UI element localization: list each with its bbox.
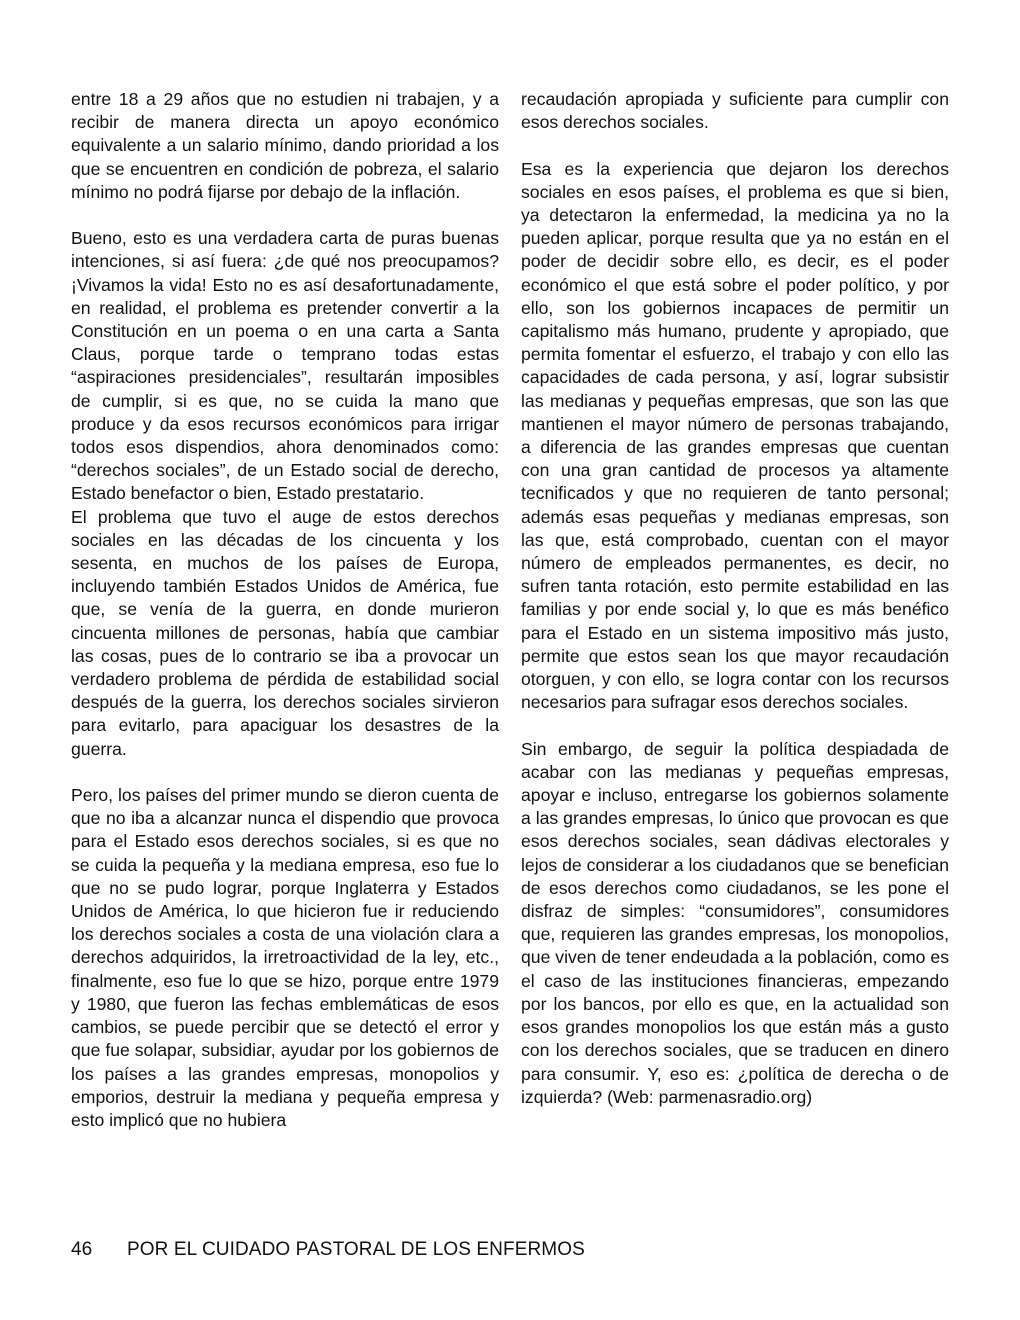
paragraph: Bueno, esto es una verdadera carta de puras buenas intenciones, si así fuera: ¿de qué nos preocupamos? ¡Vivamos la vida! Esto no es así desafortunadamente, en realidad, el problema es pretender convertir a la Constitución en un poema o en una carta a Santa Claus, porque tarde o temprano todas estas “aspiraciones presidenciales”, resultarán imposibles de cumplir, si es que, no se cuida la mano que produce y da esos recursos económicos para irrigar todos esos dispendios, ahora denominados como: “derechos sociales”, de un Estado social de derecho, Estado benefactor o bien, Estado prestatario. (71, 228, 499, 504)
page-footer (71, 1238, 585, 1262)
paragraph: recaudación apropiada y suficiente para cumplir con esos derechos sociales. (521, 89, 949, 133)
left-column (71, 88, 499, 1132)
paragraph: Sin embargo, de seguir la política despiadada de acabar con las medianas y pequeñas empresas, apoyar e incluso, entregarse los gobiernos solamente a las grandes empresas, lo único que provocan es que esos derechos sociales, sean dádivas electorales y lejos de considerar a los ciudadanos que se benefician de esos derechos como ciudadanos, se les pone el disfraz de simples: “consumidores”, consumidores que, requieren las grandes empresas, los monopolios, que viven de tener endeudada a la población, como es el caso de las instituciones financieras, empezando por los bancos, por ello es que, en la actualidad son esos grandes monopolios los que están más a gusto con los derechos sociales, que se traducen en dinero para consumir. Y, eso es: ¿política de derecha o de izquierda? (Web: parmenasradio.org) (521, 738, 949, 1107)
paragraph: Pero, los países del primer mundo se dieron cuenta de que no iba a alcanzar nunca el dispendio que provoca para el Estado esos derechos sociales, si es que no se cuida la pequeña y la mediana empresa, eso fue lo que no se pudo lograr, porque Inglaterra y Estados Unidos de América, lo que hicieron fue ir reduciendo los derechos sociales a costa de una violación clara a derechos adquiridos, la irretroactividad de la ley, etc., finalmente, eso fue lo que se hizo, porque entre 1979 y 1980, que fueron las fechas emblemáticas de esos cambios, se puede percibir que se detectó el error y que fue solapar, subsidiar, ayudar por los gobiernos de los países a las grandes empresas, monopolios y emporios, destruir la mediana y pequeña empresa y esto implicó que no hubiera (71, 785, 499, 1130)
paragraph: Esa es la experiencia que dejaron los derechos sociales en esos países, el problema es que si bien, ya detectaron la enfermedad, la medicina ya no la pueden aplicar, porque resulta que ya no están en el poder de decidir sobre ello, es decir, es el poder económico el que está sobre el poder político, y por ello, son los gobiernos incapaces de permitir un capitalismo más humano, prudente y apropiado, que permita fomentar el esfuerzo, el trabajo y con ello las capacidades de cada persona, y así, lograr subsistir las medianas y pequeñas empresas, que son las que mantienen el mayor número de personas trabajando, a diferencia de las grandes empresas que cuentan con una gran cantidad de procesos ya altamente tecnificados y que no requieren de tanto personal; además esas pequeñas y medianas empresas, son las que, está comprobado, cuentan con el mayor número de empleados permanentes, es decir, no sufren tanta rotación, esto permite estabilidad en las familias y por ende social y, lo que es más benéfico para el Estado en un sistema impositivo más justo, permite que estos sean los que mayor recaudación otorguen, y con ello, se logra contar con los recursos necesarios para sufragar esos derechos sociales. (521, 158, 949, 713)
paragraph: entre 18 a 29 años que no estudien ni trabajen, y a recibir de manera directa un apoyo económico equivalente a un salario mínimo, dando prioridad a los que se encuentren en condición de pobreza, el salario mínimo no podrá fijarse por debajo de la inflación. (71, 89, 499, 202)
right-column (521, 88, 949, 1109)
paragraph: El problema que tuvo el auge de estos derechos sociales en las décadas de los cincuenta y los sesenta, en muchos de los países de Europa, incluyendo también Estados Unidos de América, fue que, se venía de la guerra, en donde murieron cincuenta millones de personas, había que cambiar las cosas, pues de lo contrario se iba a provocar un verdadero problema de pérdida de estabilidad social después de la guerra, los derechos sociales sirvieron para evitarlo, para apaciguar los desastres de la guerra. (71, 506, 499, 759)
page-number: 46 (71, 1239, 93, 1260)
publication-title: POR EL CUIDADO PASTORAL DE LOS ENFERMOS (127, 1239, 585, 1260)
